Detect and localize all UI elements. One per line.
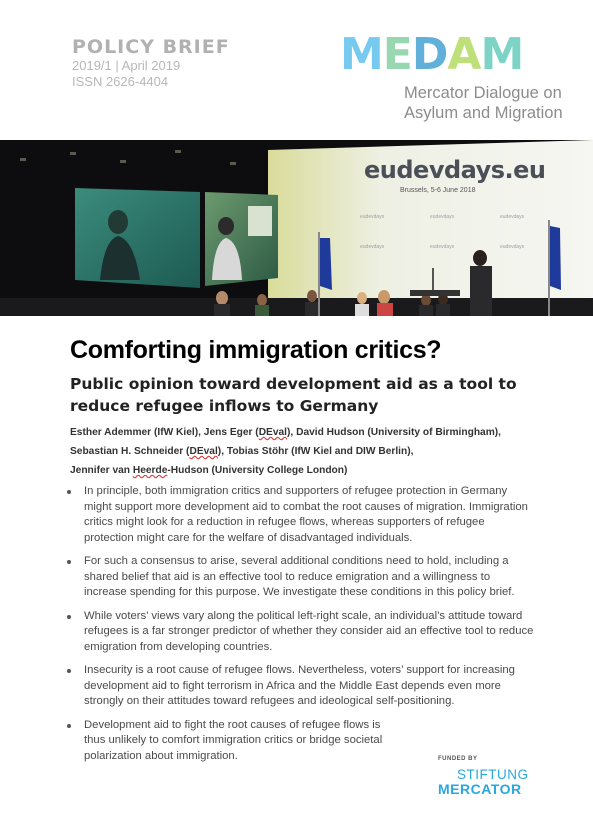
author-name: Heerde bbox=[132, 465, 168, 476]
funder-logo-line2: MERCATOR bbox=[438, 781, 522, 797]
document-title: Comforting immigration critics? bbox=[70, 336, 442, 364]
logo-letter: E bbox=[382, 29, 412, 80]
author-text: -Hudson (University College London) bbox=[167, 465, 348, 476]
author-affiliation: DEval bbox=[258, 427, 288, 438]
author-affiliation: DEval bbox=[189, 446, 218, 457]
logo-letter: A bbox=[447, 29, 481, 80]
svg-text:eudevdays: eudevdays bbox=[360, 244, 385, 250]
logo-letter: M bbox=[340, 29, 383, 80]
policy-brief-header bbox=[72, 36, 230, 90]
logo-letter: D bbox=[411, 29, 448, 80]
key-finding: Development aid to fight the root causes of refugee flows is thus unlikely to comfort immigration critics or bridge societal polarization about immigration. bbox=[64, 718, 404, 765]
svg-text:eudevdays: eudevdays bbox=[500, 214, 525, 220]
funder-logo-line1: STIFTUNG bbox=[457, 767, 529, 782]
medam-wordmark bbox=[340, 29, 524, 80]
logo-letter: M bbox=[480, 29, 524, 80]
author-text: Jennifer van bbox=[70, 465, 133, 476]
medam-subtitle-line1: Mercator Dialogue on bbox=[404, 84, 562, 102]
author-text: ), Tobias Stöhr (IfW Kiel and DIW Berlin), bbox=[217, 446, 414, 457]
medam-subtitle-line2: Asylum and Migration bbox=[404, 104, 563, 122]
svg-text:eudevdays: eudevdays bbox=[430, 214, 455, 220]
svg-text:eudevdays: eudevdays bbox=[500, 244, 525, 250]
medam-subtitle bbox=[404, 83, 563, 123]
funded-by-label: FUNDED BY bbox=[438, 756, 478, 762]
issue-number: 2019/1 | April 2019 bbox=[72, 58, 181, 73]
policy-brief-label: POLICY BRIEF bbox=[72, 36, 230, 58]
conference-photo-illustration bbox=[0, 140, 593, 316]
key-finding: While voters’ views vary along the political left-right scale, an individual’s attitude toward refugees is a far stronger predictor of whether they consider aid an effective tool to reduce emigration from developing countries. bbox=[64, 609, 534, 656]
medam-logo bbox=[340, 29, 524, 80]
banner-text: eudevdays.eu bbox=[364, 156, 546, 184]
author-text: Esther Ademmer (IfW Kiel), Jens Eger ( bbox=[70, 427, 259, 438]
author-text: Sebastian H. Schneider ( bbox=[70, 446, 190, 457]
document-subtitle: Public opinion toward development aid as a tool to reduce refugee inflows to Germany bbox=[70, 375, 517, 415]
conference-photo bbox=[0, 140, 593, 316]
key-finding: Insecurity is a root cause of refugee flows. Nevertheless, voters’ support for increasing development aid to fight terrorism in Africa and the Middle East depends even more strongly on their attitudes toward refugees and ideological self-positioning. bbox=[64, 663, 534, 710]
key-finding: For such a consensus to arise, several additional conditions need to hold, including a shared belief that aid is an effective tool to reduce emigration and a willingness to increase spending for this purpose. We investigate these conditions in this policy brief. bbox=[64, 554, 534, 601]
key-findings-list bbox=[64, 484, 534, 772]
svg-text:eudevdays: eudevdays bbox=[360, 214, 385, 220]
author-text: ), David Hudson (University of Birmingham), bbox=[287, 427, 501, 438]
author-list bbox=[70, 423, 540, 480]
svg-text:eudevdays: eudevdays bbox=[430, 244, 455, 250]
banner-subtext: Brussels, 5-6 June 2018 bbox=[400, 187, 476, 194]
key-finding: In principle, both immigration critics and supporters of refugee protection in Germany might support more development aid to combat the root causes of migration. Immigration critics might look for a reduction in refugee flows, whereas supporters of refugee protection might care for the welfare of disadvantaged individuals. bbox=[64, 484, 534, 546]
issn: ISSN 2626-4404 bbox=[72, 74, 169, 89]
